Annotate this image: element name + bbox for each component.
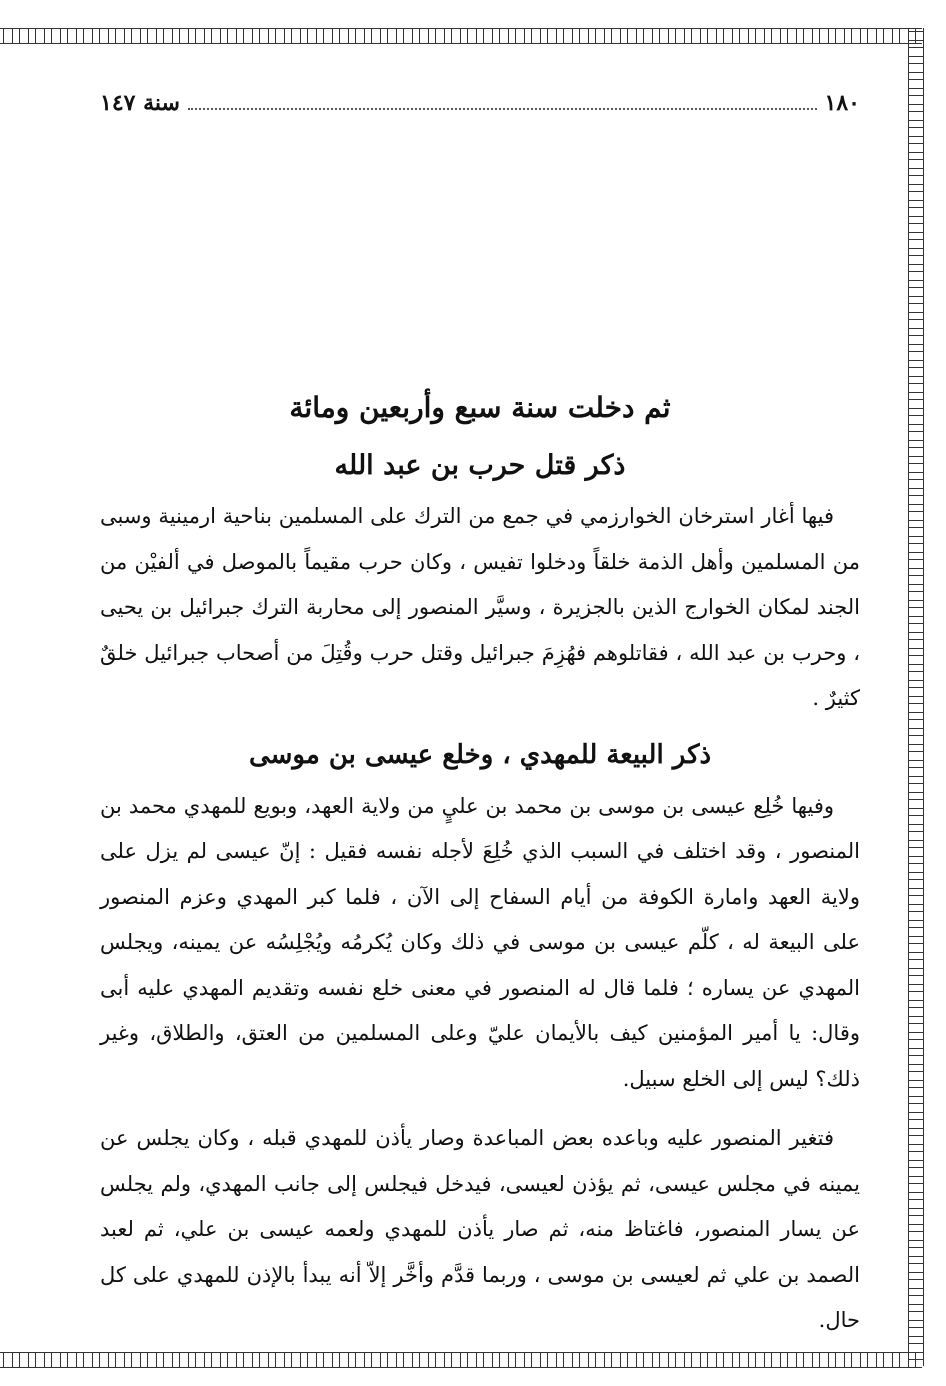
- section-heading-1: ذكر قتل حرب بن عبد الله: [334, 450, 626, 481]
- running-header: [100, 90, 860, 120]
- page-number: ١٨٠: [824, 90, 860, 116]
- section-2-paragraph-2: فتغير المنصور عليه وباعده بعض المباعدة وصار يأذن للمهدي قبله ، وكان يجلس عن يمينه في مجلس عيسى، ثم يؤذن لعيسى، فيدخل فيجلس إلى جانب المهدي، ولم يجلس عن يسار المنصور، فاغتاظ منه، ثم صار يأذن للمهدي ولعمه عيسى بن علي، ثم لعبد الصمد بن علي ثم لعيسى بن موسى ، وربما قدَّم وأخَّر إلاّ أنه يبدأ بالإذن للمهدي على كل حال.: [100, 1126, 860, 1332]
- decorative-border-right: [908, 28, 924, 1366]
- header-dotted-leader: [188, 94, 817, 110]
- chapter-title: ثم دخلت سنة سبع وأربعين ومائة: [289, 391, 671, 424]
- book-page: [100, 90, 860, 1344]
- decorative-border-bottom: [0, 1352, 922, 1368]
- decorative-border-top: [0, 28, 922, 44]
- section-2-paragraph-1: وفيها خُلِع عيسى بن موسى بن محمد بن عليٍ من ولاية العهد، وبويع للمهدي محمد بن المنصور ، وقد اختلف في السبب الذي خُلِعَ لأجله نفسه فقيل : إنّ عيسى لم يزل على ولاية العهد وامارة الكوفة من أيام السفاح إلى الآن ، فلما كبر المهدي وعزم المنصور على البيعة له ، كلّم عيسى بن موسى في ذلك وكان يُكرمُه ويُجْلِسُه عن يمينه، ويجلس المهدي عن يساره ؛ فلما قال له المنصور في معنى خلع نفسه وتقديم المهدي عليه أبى وقال: يا أمير المؤمنين كيف بالأيمان عليّ وعلى المسلمين من العتق، والطلاق، وغير ذلك؟ ليس إلى الخلع سبيل.: [100, 793, 860, 1091]
- section-heading-2: ذكر البيعة للمهدي ، وخلع عيسى بن موسى: [248, 739, 712, 770]
- running-title: سنة ١٤٧: [100, 90, 180, 116]
- section-1-paragraph: فيها أغار استرخان الخوارزمي في جمع من الترك على المسلمين بناحية ارمينية وسبى من المسلمين وأهل الذمة خلقاً ودخلوا تفيس ، وكان حرب مقيماً بالموصل في ألفيْن من الجند لمكان الخوارج الذين بالجزيرة ، وسيَّر المنصور إلى محاربة الترك جبرائيل بن يحيى ، وحرب بن عبد الله ، فقاتلوهم فهُزِمَ جبرائيل وقتل حرب وقُتِلَ من أصحاب جبرائيل خلقٌ كثيرٌ .: [100, 504, 860, 710]
